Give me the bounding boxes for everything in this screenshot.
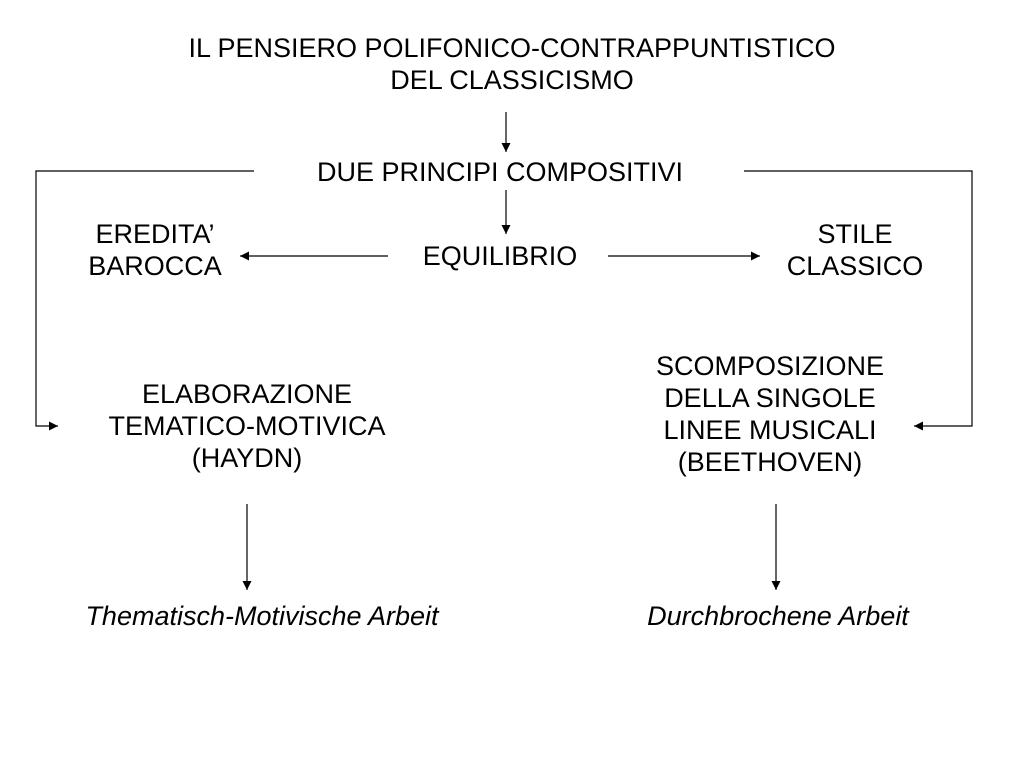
balance-label: EQUILIBRIO (422, 241, 578, 271)
line-decomposition-line-4: (BEETHOVEN) (677, 447, 863, 477)
line-decomposition-node (600, 350, 940, 478)
classical-style-line-1: STILE (817, 219, 893, 249)
principles-node (255, 156, 745, 188)
durchbrochene-term-node (588, 600, 968, 632)
durchbrochene-term-label: Durchbrochene Arbeit (647, 601, 909, 631)
baroque-heritage-line-2: BAROCCA (88, 251, 222, 281)
classical-style-node (760, 218, 950, 282)
line-decomposition-line-1: SCOMPOSIZIONE (655, 351, 885, 381)
balance-node (392, 240, 608, 272)
title-line-2: DEL CLASSICISMO (390, 65, 634, 95)
thematic-elaboration-line-3: (HAYDN) (191, 443, 303, 473)
title-line-1: IL PENSIERO POLIFONICO-CONTRAPPUNTISTICO (188, 33, 836, 63)
classical-style-line-2: CLASSICO (786, 251, 924, 281)
diagram-title (62, 32, 962, 96)
thematic-term-node (22, 600, 502, 632)
thematic-elaboration-node (57, 378, 437, 474)
baroque-heritage-node (60, 218, 250, 282)
thematic-elaboration-line-1: ELABORAZIONE (141, 379, 353, 409)
principles-label: DUE PRINCIPI COMPOSITIVI (316, 157, 684, 187)
thematic-term-label: Thematisch-Motivische Arbeit (85, 601, 439, 631)
baroque-heritage-line-1: EREDITA’ (95, 219, 215, 249)
line-decomposition-line-3: LINEE MUSICALI (663, 415, 877, 445)
thematic-elaboration-line-2: TEMATICO-MOTIVICA (108, 411, 386, 441)
line-decomposition-line-2: DELLA SINGOLE (664, 383, 876, 413)
